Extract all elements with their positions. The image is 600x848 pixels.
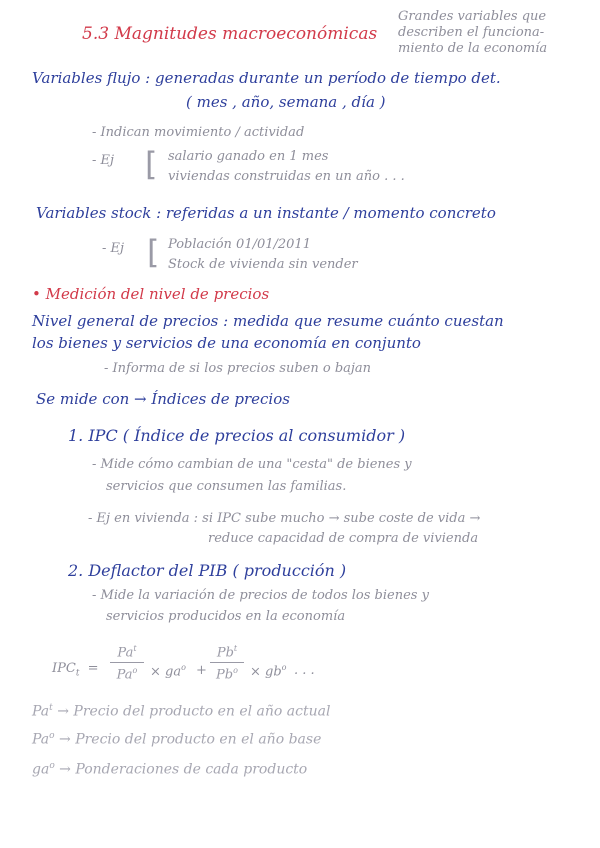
flujo-title-line-2: ( mes , año, semana , día ) xyxy=(186,93,386,111)
legend-item-weights xyxy=(32,762,307,777)
legend-symbol-price-base-superscript: o xyxy=(49,731,55,741)
fraction-b-denominator: Pb xyxy=(216,667,234,683)
fraction-a-numerator: Pa xyxy=(117,645,134,661)
title-note-line-1: Grandes variables que xyxy=(398,9,547,24)
legend-symbol-price-base: Pa xyxy=(32,731,50,748)
legend-symbol-weights-superscript: o xyxy=(49,761,55,771)
fraction-a-denominator: Pa xyxy=(116,667,133,683)
ipc-example-line-1: - Ej en vivienda : si IPC sube mucho → sube coste de vida → xyxy=(88,511,481,526)
legend-symbol-price-current-superscript: t xyxy=(49,703,53,713)
legend-text-weights: → Ponderaciones de cada producto xyxy=(54,761,308,778)
precios-definition-line-2: los bienes y servicios de una economía en conjunto xyxy=(32,334,421,352)
flujo-example-1: salario ganado en 1 mes xyxy=(168,149,329,164)
fraction-b-numerator: Pb xyxy=(216,645,234,661)
fraction-b-denominator-superscript: o xyxy=(233,666,238,676)
fraction-b-numerator-superscript: t xyxy=(233,644,238,653)
stock-title: Variables stock : referidas a un instante / momento concreto xyxy=(36,204,496,222)
precios-bullet: - Informa de si los precios suben o bajan xyxy=(104,361,372,376)
title-note-line-3: miento de la economía xyxy=(398,41,548,56)
title-note-line-2: describen el funciona- xyxy=(398,25,545,40)
stock-bracket-icon: [ xyxy=(147,233,160,271)
fraction-a-denominator-superscript: o xyxy=(132,666,138,676)
precios-definition-line-1: Nivel general de precios : medida que resume cuánto cuestan xyxy=(32,312,504,330)
formula-weight-a xyxy=(150,664,186,678)
precios-section-title: • Medición del nivel de precios xyxy=(32,285,270,303)
ipc-example-line-2: reduce capacidad de compra de vivienda xyxy=(208,531,479,546)
legend-item-price-base xyxy=(32,732,321,747)
section-title: 5.3 Magnitudes macroeconómicas xyxy=(82,24,378,44)
stock-example-1: Población 01/01/2011 xyxy=(168,237,311,252)
fraction-a-numerator-superscript: t xyxy=(133,644,137,653)
legend-symbol-price-current: Pa xyxy=(32,703,50,720)
flujo-ej-label: - Ej xyxy=(92,153,115,168)
legend-item-price-current xyxy=(32,704,330,719)
formula-equals: = xyxy=(87,661,99,676)
deflactor-line-1: - Mide la variación de precios de todos los bienes y xyxy=(92,588,429,603)
formula-plus: + xyxy=(196,663,207,678)
deflactor-title: 2. Deflactor del PIB ( producción ) xyxy=(68,561,347,580)
weight-b-text: × gb xyxy=(250,664,282,680)
legend-text-price-current: → Precio del producto en el año actual xyxy=(52,703,331,720)
weight-a-superscript: o xyxy=(181,663,186,672)
formula-fraction-a xyxy=(110,644,144,683)
flujo-example-2: viviendas construidas en un año . . . xyxy=(168,169,405,184)
formula-lhs-subscript: t xyxy=(75,668,80,679)
formula-weight-b xyxy=(250,664,287,678)
weight-a-text: × ga xyxy=(150,664,182,680)
stock-ej-label: - Ej xyxy=(102,241,125,256)
ipc-title: 1. IPC ( Índice de precios al consumidor ) xyxy=(68,426,406,445)
formula-lhs xyxy=(52,662,99,679)
legend-text-price-base: → Precio del producto en el año base xyxy=(54,731,322,748)
legend-symbol-weights: ga xyxy=(32,761,50,778)
formula-ipc-label: IPC xyxy=(52,661,76,676)
stock-example-2: Stock de vivienda sin vender xyxy=(168,257,358,272)
ipc-line-1: - Mide cómo cambian de una "cesta" de bienes y xyxy=(92,457,412,472)
formula-ellipsis: . . . xyxy=(294,663,315,678)
formula-fraction-b xyxy=(210,644,244,683)
se-mide-con: Se mide con → Índices de precios xyxy=(36,390,290,408)
ipc-line-2: servicios que consumen las familias. xyxy=(106,479,347,494)
deflactor-line-2: servicios producidos en la economía xyxy=(106,609,346,624)
flujo-title-line-1: Variables flujo : generadas durante un período de tiempo det. xyxy=(32,69,501,87)
flujo-bullet: - Indican movimiento / actividad xyxy=(92,125,305,140)
flujo-bracket-icon: [ xyxy=(145,145,158,183)
weight-b-superscript: o xyxy=(281,663,287,672)
